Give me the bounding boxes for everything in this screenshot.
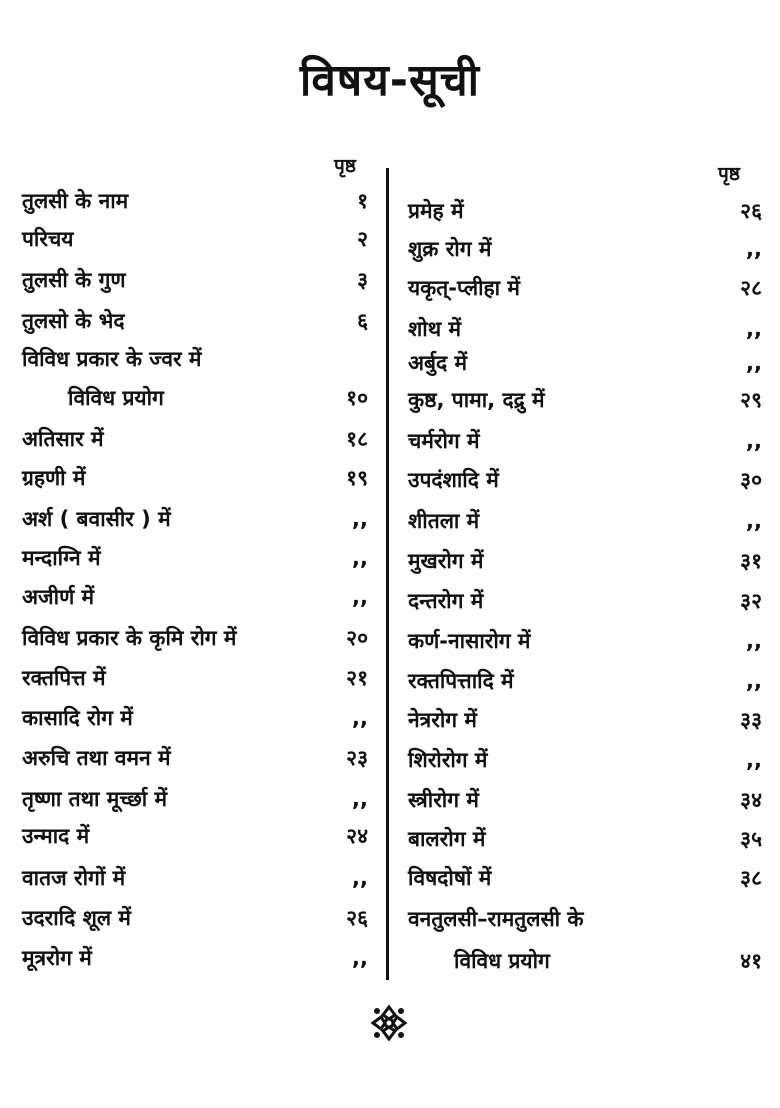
entry-label: दन्तरोग में [408,589,484,613]
entry-page: ,, [352,787,368,811]
entry-label: कुष्ठ, पामा, दद्रु में [408,388,545,412]
entry-page: ३५ [740,827,762,851]
entry-label: तुलसो के भेद [22,309,125,333]
left-page-header: पृष्ठ [334,155,356,177]
entry-page: २१ [346,666,368,690]
entry-label: स्त्रीरोग में [408,788,479,812]
entry-label: ग्रहणी में [22,466,86,490]
entry-page: ,, [352,946,368,970]
flower-ornament-icon [369,1003,409,1043]
entry-page: २९ [740,388,762,412]
entry-page: ,, [352,507,368,531]
entry-page: ,, [746,629,762,653]
entry-page: ३ [357,268,368,292]
entry-label: चर्मरोग में [408,429,480,453]
entry-page: २३ [346,746,368,770]
entry-label: उपदंशादि में [408,468,499,492]
entry-label: उदरादि शूल में [22,906,131,930]
entry-label: मन्दाग्नि में [22,546,101,570]
entry-page: २६ [740,199,762,223]
entry-label: अर्श ( बवासीर ) में [22,507,171,531]
entry-label: तुलसी के नाम [22,189,129,213]
entry-label: शोथ में [408,317,462,341]
entry-label: अरुचि तथा वमन में [22,746,171,770]
entry-page: २८ [740,276,762,300]
entry-label: कासादि रोग में [22,706,133,730]
entry-label: वातज रोगों में [22,866,126,890]
entry-page: ३० [740,468,762,492]
entry-label: परिचय [22,227,74,251]
entry-page: ,, [746,429,762,453]
entry-label: मूत्ररोग में [22,946,92,970]
entry-page: २४ [346,824,368,848]
entry-label: शीतला में [408,509,480,533]
entry-label: वनतुलसी–रामतुलसी के [408,907,584,931]
entry-label: अजीर्ण में [22,585,95,609]
entry-page: ,, [746,351,762,375]
entry-page: ४१ [740,949,762,973]
right-page-header: पृष्ठ [718,163,740,185]
entry-label: यकृत्-प्लीहा में [408,276,520,300]
entry-page: ३४ [740,788,762,812]
entry-label: रक्तपित्तादि में [408,669,514,693]
entry-page: ,, [352,585,368,609]
page-title: विषय-सूची [299,55,481,106]
column-divider [386,168,389,980]
entry-label: तृष्णा तथा मूर्च्छा में [22,787,168,811]
entry-page: ,, [746,237,762,261]
entry-label: तुलसी के गुण [22,268,126,292]
entry-page: २ [357,227,368,251]
entry-label: विविध प्रयोग [68,386,164,410]
entry-label: नेत्ररोग में [408,708,477,732]
entry-label: मुखरोग में [408,549,484,573]
entry-page: ,, [746,317,762,341]
entry-page: ३३ [740,708,762,732]
entry-page: १८ [346,427,368,451]
entry-label: विविध प्रकार के ज्वर में [22,347,202,371]
entry-page: ,, [746,669,762,693]
entry-label: बालरोग में [408,827,486,851]
entry-page: २० [346,626,368,650]
entry-page: ३२ [740,589,762,613]
entry-label: अतिसार में [22,427,104,451]
entry-label: विविध प्रयोग [454,949,550,973]
entry-label: विषदोषों में [408,866,492,890]
entry-label: कर्ण-नासारोग में [408,629,531,653]
entry-page: ,, [352,546,368,570]
entry-page: ३१ [740,549,762,573]
entry-page: ,, [352,866,368,890]
entry-label: प्रमेह में [408,199,464,223]
entry-page: ३८ [740,866,762,890]
entry-label: अर्बुद में [408,351,468,375]
entry-label: शिरोरोग में [408,748,488,772]
entry-page: ,, [746,509,762,533]
entry-page: २६ [346,906,368,930]
entry-label: विविध प्रकार के कृमि रोग में [22,626,237,650]
entry-page: १० [346,386,368,410]
entry-label: उन्माद में [22,824,90,848]
entry-label: शुक्र रोग में [408,237,492,261]
entry-label: रक्तपित्त में [22,666,106,690]
entry-page: ,, [352,706,368,730]
entry-page: ६ [357,309,368,333]
entry-page: १ [357,189,368,213]
entry-page: १९ [346,466,368,490]
entry-page: ,, [746,748,762,772]
